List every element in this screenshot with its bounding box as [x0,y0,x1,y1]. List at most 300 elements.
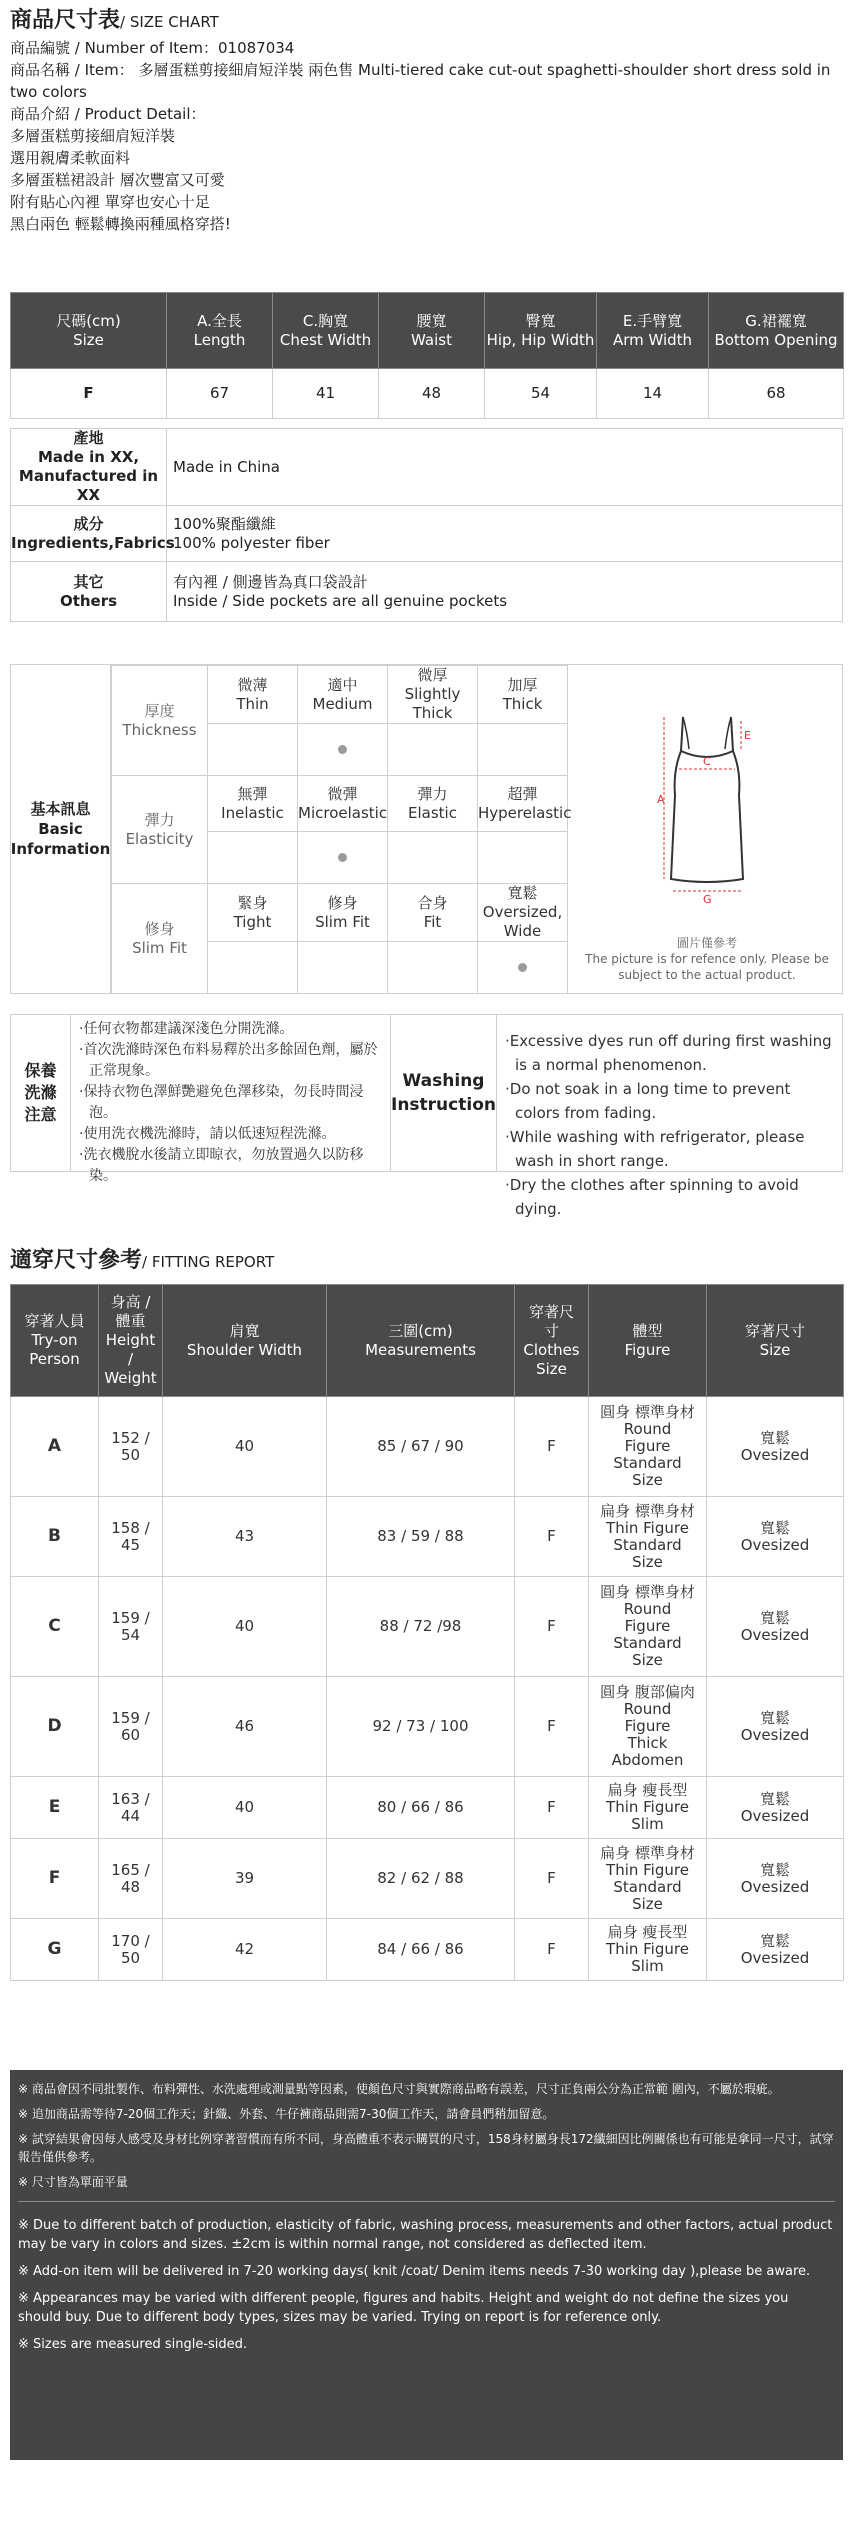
attr-option-line: Tight [233,912,272,931]
fitting-figure-line: Slim [631,1957,664,1975]
fitting-shoulder: 42 [163,1919,327,1981]
fitting-fit [707,1497,844,1577]
size-value-cell: F [11,369,167,419]
caption-en: The picture is for refence only. Please be subject to the actual product. [585,952,829,982]
fitting-height-weight [99,1577,163,1677]
fitting-hw-line: 45 [120,1535,141,1554]
washing-block [10,1014,843,1218]
fitting-figure-line: Standard [613,1535,682,1554]
note-en: ※ Due to different batch of production, elasticity of fabric, washing process, measurements and other factors, actual product may be vary in colors and sizes. ±2cm is within normal range, not considered as deflected item. [18,2218,833,2252]
fitting-figure-line: Thin Figure [606,1860,689,1879]
attr-option-line: 寬鬆 [507,884,538,902]
fitting-figure-line: Round [623,1420,672,1438]
fitting-header-line: 體型 [632,1321,663,1340]
detail-value-line: Made in China [173,457,280,476]
fitting-figure [589,1777,707,1839]
detail-table [10,428,843,622]
fitting-figure-line: Size [632,1471,663,1489]
size-header-line: 臀寬 [525,311,556,330]
attr-option-line: 加厚 [507,675,538,694]
size-value-cell: 14 [597,369,709,419]
washing-title-en [391,1015,497,1171]
dress-outline-svg [571,665,843,930]
attr-option-line: Elastic [408,803,457,822]
attr-dot-cell [478,832,568,884]
fitting-fit-line: Ovesized [740,1535,810,1554]
size-header-cell [379,293,485,369]
washing-item-zh: ·使用洗衣機洗滌時，請以低速短程洗滌。 [79,1126,336,1142]
fitting-hw-line: 165 / [111,1860,150,1879]
attr-option [388,666,478,724]
info-line: 商品編號 / Number of Item：01087034 [10,39,295,57]
fitting-fit-line: Ovesized [740,1445,810,1464]
fitting-figure-line: Thin Figure [606,1940,689,1958]
note-zh: ※ 試穿結果會因每人感受及身材比例穿著習慣而有所不同，身高體重不表示購買的尺寸，158身材屬身長172纖細因比例關係也有可能是拿同一尺寸，試穿報告僅供參考。 [18,2132,834,2164]
attr-dot-cell [478,724,568,776]
detail-label-en: Made in XX, Manufactured in XX [18,448,159,504]
fitting-header-line: 穿著尺寸 [744,1321,805,1340]
washing-title-en-line: Instruction [391,1095,496,1115]
detail-label-zh: 其它 [73,572,104,591]
size-header-line: Arm Width [612,330,693,349]
fitting-figure-line: Thin Figure [606,1798,689,1816]
basic-info-title-zh: 基本訊息 [30,800,91,818]
attr-option-line: 修身 [327,893,358,912]
attr-option-row [112,884,568,942]
fitting-fit-line: Ovesized [740,1625,810,1644]
attr-option-line: Oversized, Wide [482,903,563,940]
attr-name-zh: 厚度 [144,701,175,720]
fitting-measurements: 82 / 62 / 88 [327,1839,515,1919]
title-zh: 商品尺寸表 [10,8,121,33]
attr-name-en: Slim Fit [132,938,187,957]
fitting-fit [707,1677,844,1777]
washing-title-zh-line: 保養 [24,1061,57,1080]
fitting-title [10,1246,843,1277]
fitting-row [11,1777,844,1839]
attr-option-row [112,666,568,724]
attr-option [478,884,568,942]
fitting-measurements: 84 / 66 / 86 [327,1919,515,1981]
size-value-cell: 48 [379,369,485,419]
detail-value [167,562,843,622]
fitting-fit [707,1397,844,1497]
washing-item-en: ·Dry the clothes after spinning to avoid dying. [505,1176,799,1218]
fitting-fit-line: 寬鬆 [759,1518,790,1537]
fitting-fit-line: 寬鬆 [759,1608,790,1627]
detail-row [11,562,843,622]
fitting-header-line: Figure [624,1340,671,1359]
info-line: 附有貼心內裡 單穿也安心十足 [10,193,210,211]
fitting-hw-line: 152 / [111,1428,150,1447]
notes-block [10,2070,843,2460]
info-line: 多層蛋糕剪接細肩短洋裝 [10,127,176,145]
washing-title-zh [11,1015,71,1171]
selected-dot-icon [338,745,347,754]
washing-list-en [497,1015,843,1218]
fitting-header-cell [99,1285,163,1397]
fitting-shoulder: 40 [163,1397,327,1497]
diagram-letter-g: G [703,893,712,906]
washing-item-zh-text: 保持衣物色澤鮮艷避免色澤移染，勿長時間浸泡。 [83,1084,364,1121]
note-zh: ※ 尺寸皆為單面平量 [18,2175,128,2189]
fitting-figure-line: Standard [613,1877,682,1896]
fitting-fit [707,1577,844,1677]
attr-dot-cell [208,832,298,884]
fitting-figure-line: 圓身 標準身材 [600,1403,695,1421]
fitting-shoulder: 46 [163,1677,327,1777]
fitting-shoulder: 40 [163,1577,327,1677]
diagram-letter-c: C [703,755,711,768]
fitting-figure-line: Figure [624,1617,671,1635]
attr-name [112,776,208,884]
washing-item-zh: ·任何衣物都建議深淺色分開洗滌。 [79,1021,294,1037]
diagram-letter-a: A [657,793,665,806]
fitting-header-cell [707,1285,844,1397]
fitting-person: D [11,1677,99,1777]
note-en: ※ Appearances may be varied with different people, figures and habits. Height and weight do not define the sizes you should buy. Due to different body types, sizes may be varied. Trying on report is for reference only. [18,2291,789,2325]
fitting-figure-line: Size [632,1894,663,1913]
washing-item-en: ·Do not soak in a long time to prevent colors from fading. [505,1080,791,1122]
fitting-fit [707,1777,844,1839]
attr-name [112,666,208,776]
size-header-line: C.胸寬 [302,311,349,330]
fitting-figure [589,1677,707,1777]
fitting-person: C [11,1577,99,1677]
fitting-hw-line: 159 / [111,1608,150,1627]
washing-item-en-text: Dry the clothes after spinning to avoid dying. [509,1176,799,1218]
detail-label [11,506,175,562]
fitting-hw-line: 50 [120,1445,141,1464]
size-header-line: Hip, Hip Width [486,330,595,349]
fitting-row [11,1397,844,1497]
fitting-height-weight [99,1839,163,1919]
fitting-header-cell [327,1285,515,1397]
attr-option-line: Slightly Thick [404,685,461,722]
fitting-header-line: 穿著人員 [24,1312,85,1330]
info-line: 多層蛋糕裙設計 層次豐富又可愛 [10,171,225,189]
fitting-figure-line: Round [623,1600,672,1618]
attr-option-line: Thick [502,694,543,713]
attr-dot-cell [478,942,568,994]
detail-row [11,506,843,562]
detail-row [11,429,843,506]
selected-dot-icon [518,963,527,972]
fitting-figure-line: 扁身 瘦長型 [607,1781,688,1799]
attr-option-line: Thin [236,694,269,713]
fitting-figure-line: 扁身 瘦長型 [607,1923,688,1941]
attr-option [208,884,298,942]
fitting-header-line: Shoulder Width [186,1340,303,1359]
fitting-height-weight [99,1397,163,1497]
attr-option [208,776,298,832]
washing-item-en: ·While washing with refrigerator, please wash in short range. [505,1128,805,1170]
washing-item-en-text: Excessive dyes run off during first washing is a normal phenomenon. [509,1032,832,1074]
fitting-clothes-size: F [515,1577,589,1677]
size-header-line: Length [193,330,246,349]
washing-title-zh-line: 注意 [24,1105,57,1124]
attr-dot-cell [298,942,388,994]
attr-dot-cell [208,724,298,776]
attr-option-line: 彈力 [417,784,448,803]
attr-option-line: 適中 [327,675,358,694]
washing-item-en: ·Excessive dyes run off during first washing is a normal phenomenon. [505,1032,832,1074]
detail-value-line: 100%聚酯纖維 [173,514,276,533]
fitting-fit [707,1839,844,1919]
fitting-figure-line: Abdomen [611,1751,684,1769]
attr-option [298,884,388,942]
dress-diagram [571,665,843,993]
fitting-height-weight [99,1777,163,1839]
fitting-fit-line: 寬鬆 [759,1789,790,1808]
size-header-line: Size [73,330,104,349]
attr-option-line: Inelastic [221,803,284,822]
fitting-hw-line: 170 / [111,1931,150,1950]
title-en: / SIZE CHART [120,13,219,31]
info-line: 選用親膚柔軟面料 [10,149,131,167]
notes-divider [18,2201,835,2202]
product-info [10,37,843,235]
fitting-header-line: 寸 [543,1321,559,1340]
detail-label [11,429,167,506]
size-header-line: Bottom Opening [714,330,838,349]
fitting-header-line: 體重 [115,1312,146,1330]
size-header-line: 尺碼(cm) [56,311,121,330]
attr-option-line: 微彈 [327,784,358,803]
size-header-line: Chest Width [279,330,372,349]
fitting-figure-line: Round [623,1700,672,1718]
washing-item-zh-text: 使用洗衣機洗滌時，請以低速短程洗滌。 [83,1126,336,1142]
fitting-header-line: Weight [104,1369,157,1387]
fitting-figure-line: Thin Figure [606,1518,689,1537]
note-en: ※ Add-on item will be delivered in 7-20 working days( knit /coat/ Denim items needs 7-30 working day ),please be aware. [18,2264,811,2279]
fitting-shoulder: 40 [163,1777,327,1839]
attr-option-line: Fit [423,912,442,931]
info-line: 黑白兩色 輕鬆轉換兩種風格穿搭! [10,215,231,233]
fitting-clothes-size: F [515,1839,589,1919]
washing-item-zh: ·洗衣機脫水後請立即晾衣，勿放置過久以防移染。 [79,1147,364,1184]
fitting-clothes-size: F [515,1497,589,1577]
attribute-grid [111,665,572,993]
notes-zh [18,2080,835,2191]
fitting-figure-line: Figure [624,1437,671,1455]
attr-option-row [112,776,568,832]
fitting-figure-line: Standard [613,1634,682,1652]
attr-option [388,776,478,832]
size-table [10,292,843,419]
washing-item-en-text: While washing with refrigerator, please wash in short range. [509,1128,805,1170]
washing-title-en-line: Washing [402,1071,485,1091]
fitting-height-weight [99,1919,163,1981]
fitting-figure-line: Size [632,1651,663,1669]
basic-info-title-en: Basic Information [10,820,111,858]
attr-option [298,666,388,724]
fitting-header-cell [515,1285,589,1397]
washing-item-en-text: Do not soak in a long time to prevent colors from fading. [509,1080,791,1122]
fitting-fit [707,1919,844,1981]
detail-value [167,506,843,562]
fitting-row [11,1839,844,1919]
size-header-cell [709,293,844,369]
fitting-figure-line: Slim [631,1815,664,1833]
detail-value-line: 100% polyester fiber [173,533,330,552]
fitting-header-line: Try-on [31,1331,78,1349]
fitting-clothes-size: F [515,1677,589,1777]
fitting-header-line: Measurements [365,1340,476,1359]
fitting-figure [589,1397,707,1497]
fitting-header-cell [11,1285,99,1397]
fitting-measurements: 92 / 73 / 100 [327,1677,515,1777]
fitting-person: G [11,1919,99,1981]
attr-dot-cell [298,724,388,776]
fitting-hw-line: 159 / [111,1708,150,1727]
attr-dot-cell [388,832,478,884]
attr-option-line: Slim Fit [315,912,370,931]
attr-dot-cell [388,942,478,994]
fitting-title-zh: 適穿尺寸參考 [10,1248,143,1273]
detail-value-line: Inside / Side pockets are all genuine pockets [173,591,508,610]
attr-option-line: 微薄 [237,675,268,694]
fitting-clothes-size: F [515,1777,589,1839]
fitting-figure [589,1497,707,1577]
fitting-fit-line: 寬鬆 [759,1428,790,1447]
diagram-caption [571,935,843,983]
fitting-figure [589,1577,707,1677]
fitting-row [11,1497,844,1577]
detail-value [167,429,843,506]
washing-item-zh-text: 洗衣機脫水後請立即晾衣，勿放置過久以防移染。 [83,1147,364,1184]
attr-name-en: Thickness [122,720,197,739]
fitting-figure-line: Size [632,1552,663,1571]
fitting-figure-line: 扁身 標準身材 [600,1843,695,1862]
fitting-header-cell [589,1285,707,1397]
fitting-figure-line: Thick [627,1734,668,1752]
diagram-letter-e: E [744,729,751,742]
fitting-row [11,1677,844,1777]
attr-option [478,776,572,832]
fitting-measurements: 88 / 72 /98 [327,1577,515,1677]
fitting-figure [589,1919,707,1981]
fitting-title-en: / FITTING REPORT [142,1253,275,1271]
fitting-person: E [11,1777,99,1839]
attr-name [112,884,208,994]
attr-option [478,666,568,724]
detail-label [11,562,167,622]
fitting-person: F [11,1839,99,1919]
detail-label-en: Others [59,591,118,610]
fitting-fit-line: Ovesized [740,1806,810,1825]
size-header-cell [273,293,379,369]
fitting-figure-line: 圓身 標準身材 [600,1583,695,1601]
fitting-header-line: Clothes [523,1340,580,1359]
washing-title-zh-line: 洗滌 [24,1083,57,1102]
size-header-line: A.全長 [197,311,242,330]
size-header-cell [597,293,709,369]
fitting-figure-line: 圓身 腹部偏肉 [600,1683,695,1701]
fitting-fit-line: Ovesized [740,1725,810,1744]
fitting-fit-line: Ovesized [740,1948,810,1967]
attr-option [208,666,298,724]
attr-option-line: 微厚 [417,666,448,684]
fitting-header-line: Size [536,1359,567,1378]
basic-info-title [11,665,111,993]
washing-item-zh-text: 任何衣物都建議深淺色分開洗滌。 [83,1021,294,1037]
size-header-line: Waist [411,330,452,349]
size-value-cell: 68 [709,369,844,419]
basic-info-block [10,664,843,994]
size-value-cell: 54 [485,369,597,419]
attr-option-line: 超彈 [507,784,538,803]
fitting-fit-line: Ovesized [740,1877,810,1896]
attr-option [388,884,478,942]
attr-dot-cell [208,942,298,994]
attr-option-line: Hyperelastic [478,803,572,822]
fitting-height-weight [99,1677,163,1777]
fitting-header-line: 三圍(cm) [388,1321,453,1340]
fitting-header-line: 肩寬 [229,1321,260,1340]
size-header-line: E.手臂寬 [622,311,683,330]
fitting-clothes-size: F [515,1919,589,1981]
attr-option-line: 合身 [417,893,448,912]
size-chart-title [10,6,843,37]
fitting-hw-line: 163 / [111,1789,150,1808]
fitting-measurements: 83 / 59 / 88 [327,1497,515,1577]
size-header-line: G.裙襬寬 [745,311,807,330]
caption-zh: 圖片僅參考 [676,936,737,950]
fitting-header-line: Person [29,1350,80,1368]
notes-en [18,2216,835,2354]
fitting-header-line: 身高 / [110,1293,151,1311]
fitting-shoulder: 39 [163,1839,327,1919]
fitting-fit-line: 寬鬆 [759,1860,790,1879]
attr-dot-cell [298,832,388,884]
fitting-figure [589,1839,707,1919]
fitting-header-line: Size [759,1340,791,1359]
attr-option [298,776,388,832]
washing-item-zh: ·首次洗滌時深色布料易釋於出多餘固色劑，屬於正常現象。 [79,1042,378,1079]
detail-value-line: 有內裡 / 側邊皆為真口袋設計 [173,572,368,591]
note-zh: ※ 追加商品需等待7-20個工作天；針織、外套、牛仔褲商品則需7-30個工作天，請會員們稍加留意。 [18,2107,555,2121]
fitting-person: B [11,1497,99,1577]
fitting-hw-line: 44 [120,1806,141,1825]
fitting-hw-line: 158 / [111,1518,150,1537]
attr-name-zh: 修身 [144,919,175,938]
fitting-measurements: 85 / 67 / 90 [327,1397,515,1497]
info-line: 商品名稱 / Item： 多層蛋糕剪接細肩短洋裝 兩色售 Multi-tiered cake cut-out spaghetti-shoulder short dress sold in two colors [10,61,831,101]
fitting-header-cell [163,1285,327,1397]
selected-dot-icon [338,853,347,862]
fitting-hw-line: 50 [120,1948,141,1967]
fitting-row [11,1919,844,1981]
note-en: ※ Sizes are measured single-sided. [18,2337,248,2352]
attr-option-line: 無彈 [237,784,268,803]
fitting-hw-line: 48 [120,1877,141,1896]
fitting-table [10,1284,843,1981]
fitting-header-line: Height [105,1331,156,1349]
size-header-cell [167,293,273,369]
washing-item-zh-text: 首次洗滌時深色布料易釋於出多餘固色劑，屬於正常現象。 [83,1042,378,1079]
size-header-line: 腰寬 [416,311,447,330]
attr-option-line: Microelastic [298,803,388,822]
size-value-cell: 67 [167,369,273,419]
washing-list-zh [71,1015,391,1184]
fitting-measurements: 80 / 66 / 86 [327,1777,515,1839]
info-line: 商品介紹 / Product Detail： [10,105,206,123]
size-value-cell: 41 [273,369,379,419]
attr-dot-cell [388,724,478,776]
fitting-header-line: 穿著尺 [528,1302,574,1321]
fitting-fit-line: 寬鬆 [759,1708,790,1727]
